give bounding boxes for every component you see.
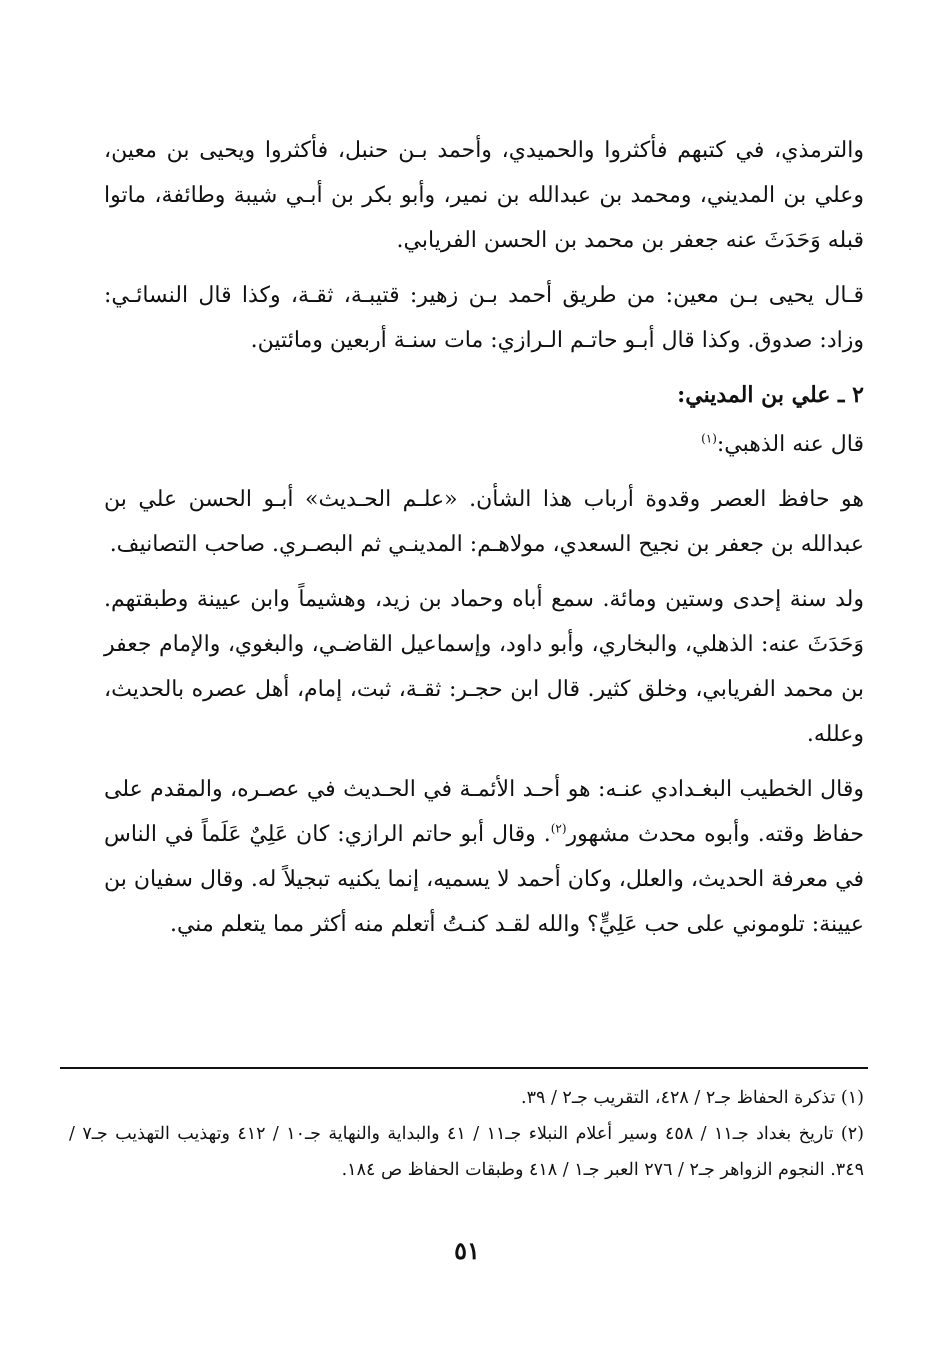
page-number: ٥١ <box>454 1236 480 1265</box>
paragraph-2: قـال يحيى بـن معين: من طريق أحمد بـن زهير: قتيبـة، ثقـة، وكذا قال النسائـي: وزاد: صدوق. وكذا قال أبـو حاتـم الـرازي: مات سنـة أربعين ومائتين. <box>104 283 864 353</box>
footnote-1: (١) تذكرة الحفاظ جـ٢ / ٤٢٨، التقريب جـ٢ / ٣٩. <box>520 1088 864 1108</box>
paragraph-6-text-a: وقال الخطيب البغـدادي عنـه: هو أحـد الأئمـة في الحـديث في عصـره، والمقدم على حفاظ وقته. وأبوه محدث مشهور <box>104 777 864 847</box>
footnote-ref-2: (٢) <box>550 821 567 836</box>
paragraph-1: والترمذي، في كتبهم فأكثروا والحميدي، وأحمد بـن حنبل، فأكثروا ويحيى بن معين، وعلي بن المديني، ومحمد بن عبدالله بن نمير، وأبو بكر بن أبـي شيبة وطائفة، ماتوا قبله وَحَدَثَ عنه جعفر بن محمد بن الحسن الفريابي. <box>104 138 864 253</box>
footnotes <box>69 1080 864 1188</box>
paragraph-6 <box>104 767 864 947</box>
main-text <box>104 128 864 957</box>
paragraph-4: هو حافظ العصر وقدوة أرباب هذا الشأن. «علـم الحـديث» أبـو الحسن علي بن عبدالله بن جعفر بن نجيح السعدي، مولاهـم: المدينـي ثم البصـري. صاحب التصانيف. <box>104 487 864 557</box>
footnote-divider <box>60 1067 868 1069</box>
footnote-2: (٢) تاريخ بغداد جـ١١ / ٤٥٨ وسير أعلام النبلاء جـ١١ / ٤١ والبداية والنهاية جـ١٠ / ٤١٢ وتهذيب التهذيب جـ٧ / ٣٤٩. النجوم الزواهر جـ٢ / ٢٧٦ العبر جـ١ / ٤١٨ وطبقات الحفاظ ص ١٨٤. <box>69 1124 864 1180</box>
section-heading: ٢ ـ علي بن المديني: <box>677 382 864 408</box>
paragraph-3 <box>104 422 864 467</box>
paragraph-6-text-b: . وقال أبو حاتم الرازي: كان عَلِيٌ عَلَماً في الناس في معرفة الحديث، والعلل، وكان أحمد لا يسميه، إنما يكنيه تبجيلاً له. وقال سفيان بن عيينة: تلوموني على حب عَلِيٍّ؟ والله لقـد كنـتُ أتعلم منه أكثر مما يتعلم مني. <box>104 822 864 937</box>
paragraph-5: ولد سنة إحدى وستين ومائة. سمع أباه وحماد بن زيد، وهشيماً وابن عيينة وطبقتهم. وَحَدَثَ عنه: الذهلي، والبخاري، وأبو داود، وإسماعيل القاضـي، والبغوي، والإمام جعفر بن محمد الفريابي، وخلق كثير. قال ابن حجـر: ثقـة، ثبت، إمام، أهل عصره بالحديث، وعلله. <box>104 587 864 747</box>
paragraph-3-text: قال عنه الذهبي: <box>716 432 864 457</box>
footnote-ref-1: (١) <box>701 431 717 446</box>
